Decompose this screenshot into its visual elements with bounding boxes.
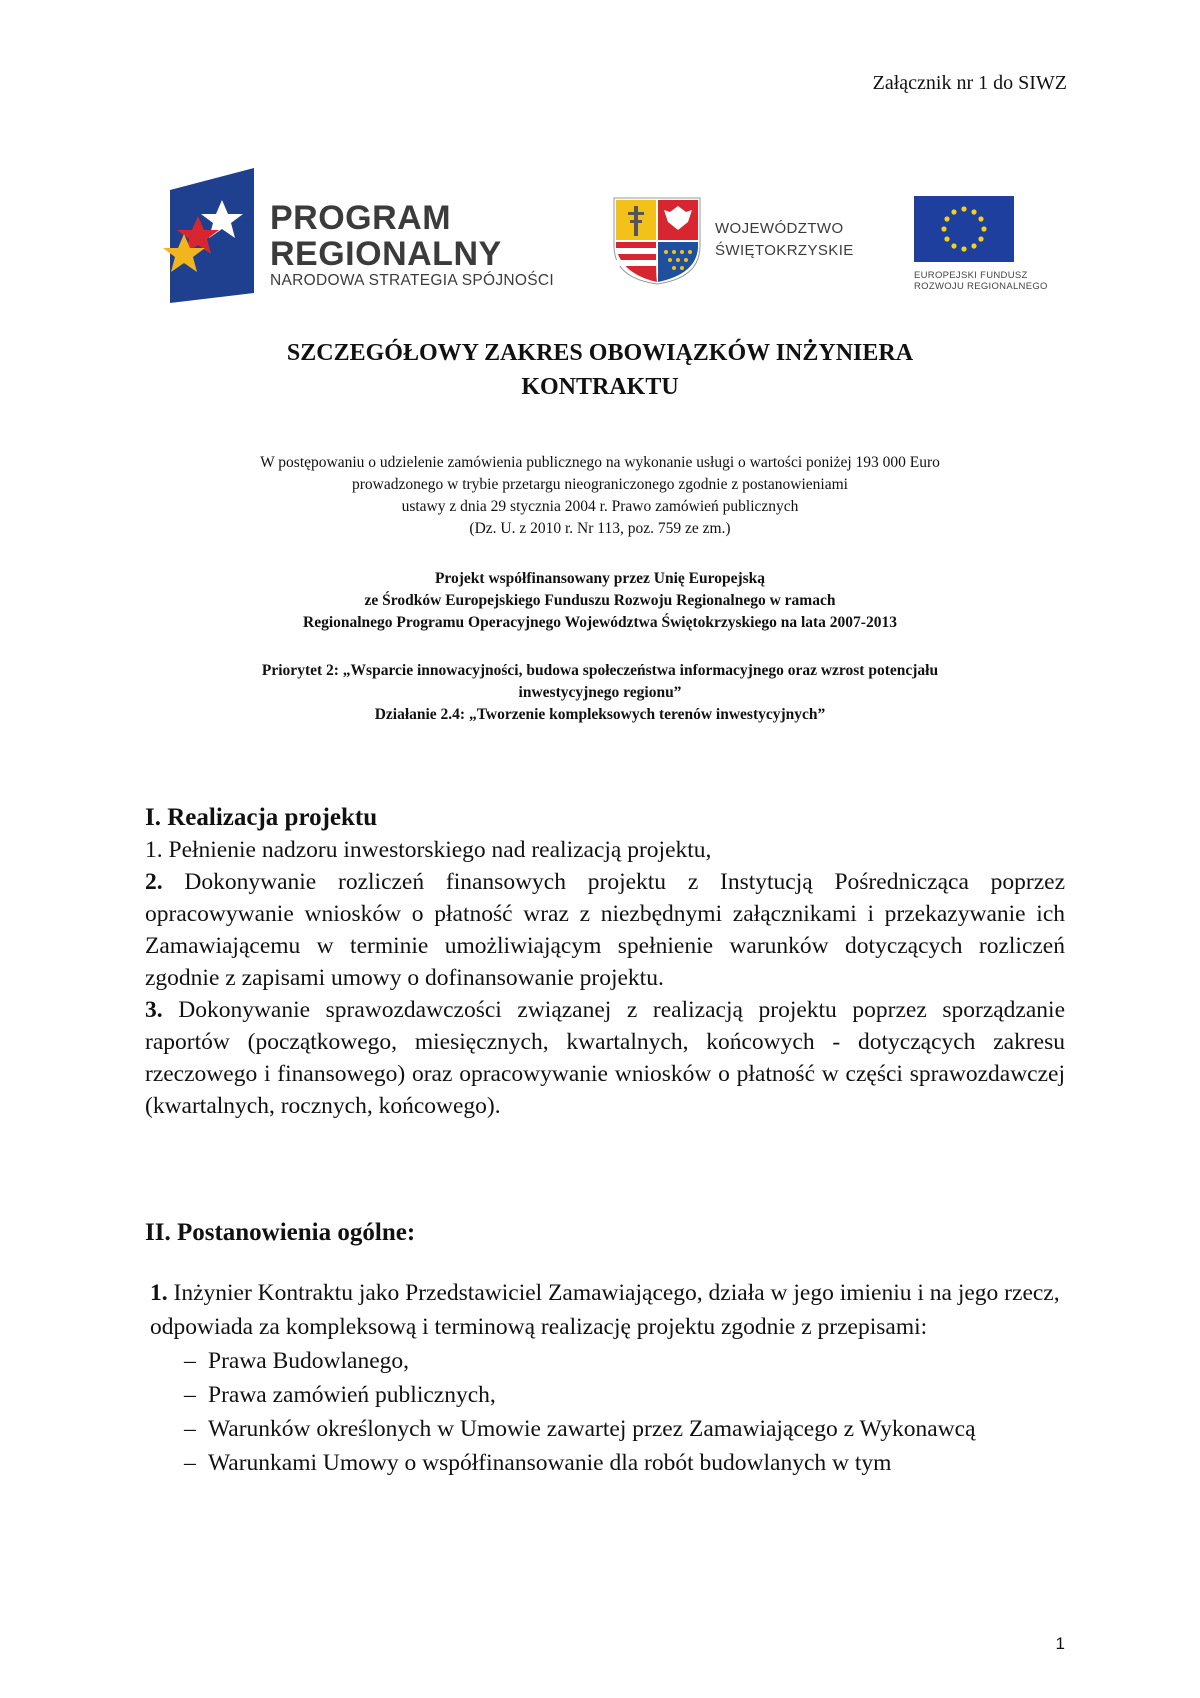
- attachment-label: Załącznik nr 1 do SIWZ: [872, 72, 1067, 94]
- list-item: [184, 1446, 1060, 1480]
- item-text: Pełnienie nadzoru inwestorskiego nad realizacją projektu,: [168, 837, 712, 863]
- document-title: [150, 336, 1050, 404]
- funding-line: ze Środków Europejskiego Funduszu Rozwoju Regionalnego w ramach: [364, 592, 836, 609]
- list-item: [184, 1344, 1060, 1378]
- dash-marker: –: [184, 1450, 196, 1476]
- funding-line: Projekt współfinansowany przez Unię Europejską: [434, 570, 766, 587]
- section-realizacja: [145, 802, 1065, 1122]
- star-flag-icon: [162, 168, 262, 303]
- regionalny-label: REGIONALNY: [270, 235, 502, 273]
- item-number: 1.: [150, 1280, 168, 1306]
- item-text: Dokonywanie sprawozdawczości związanej z realizacją projektu poprzez sporządzanie raportów (początkowego, miesięcznych, kwartalnych, końcowych - dotyczących zakresu rzeczowego i finansowego) oraz opracowywanie wniosków o płatność w części sprawozdawczej (kwartalnych, rocznych, końcowego).: [145, 997, 1065, 1119]
- title-line-2: KONTRAKTU: [521, 374, 679, 400]
- wojewodztwo-label: WOJEWÓDZTWO: [715, 220, 844, 237]
- dash-marker: –: [184, 1382, 196, 1408]
- intro-line: ustawy z dnia 29 stycznia 2004 r. Prawo zamówień publicznych: [401, 498, 799, 515]
- section-1-heading: I. Realizacja projektu: [145, 804, 378, 831]
- program-regionalny-logo: [162, 168, 582, 303]
- list-item-text: Warunkami Umowy o współfinansowanie dla robót budowlanych w tym: [208, 1450, 892, 1476]
- title-line-1: SZCZEGÓŁOWY ZAKRES OBOWIĄZKÓW INŻYNIERA: [286, 340, 914, 366]
- section-2-heading: II. Postanowienia ogólne:: [145, 1219, 416, 1246]
- section-1-item: [145, 866, 1065, 994]
- list-item: [184, 1378, 1060, 1412]
- list-item: [184, 1412, 1060, 1446]
- section-2-item: [150, 1276, 1060, 1344]
- program-label: PROGRAM: [270, 199, 452, 237]
- dash-marker: –: [184, 1348, 196, 1374]
- list-item-text: Prawa Budowlanego,: [208, 1348, 410, 1374]
- funding-line: Regionalnego Programu Operacyjnego Województwa Świętokrzyskiego na lata 2007-2013: [303, 614, 897, 631]
- priority-line: Priorytet 2: „Wsparcie innowacyjności, budowa społeczeństwa informacyjnego oraz wzrost potencjału: [261, 662, 939, 679]
- strategy-label: NARODOWA STRATEGIA SPÓJNOŚCI: [270, 272, 554, 289]
- item-number: 2.: [145, 869, 163, 895]
- swietokrzyskie-label: ŚWIĘTOKRZYSKIE: [715, 242, 854, 259]
- item-number: 3.: [145, 997, 163, 1023]
- intro-line: prowadzonego w trybie przetargu nieograniczonego zgodnie z postanowieniami: [352, 476, 848, 493]
- wojewodztwo-logo: [612, 196, 872, 286]
- section-postanowienia: [150, 1276, 1060, 1480]
- eu-fund-label: EUROPEJSKI FUNDUSZ: [914, 270, 1028, 281]
- funding-statement: [150, 568, 1050, 634]
- dash-marker: –: [184, 1416, 196, 1442]
- intro-line: (Dz. U. z 2010 r. Nr 113, poz. 759 ze zm.): [469, 520, 731, 537]
- eu-logo: [914, 196, 1064, 296]
- section-1-item: [145, 994, 1065, 1122]
- page-number: 1: [1055, 1634, 1065, 1653]
- item-text: Inżynier Kontraktu jako Przedstawiciel Zamawiającego, działa w jego imieniu i na jego rzecz, odpowiada za kompleksową i terminową realizację projektu zgodnie z przepisami:: [150, 1280, 1060, 1340]
- coat-of-arms-icon: [612, 196, 702, 286]
- eu-regional-label: ROZWOJU REGIONALNEGO: [914, 281, 1048, 292]
- procurement-intro: [150, 452, 1050, 540]
- list-item-text: Prawa zamówień publicznych,: [208, 1382, 496, 1408]
- action-line: Działanie 2.4: „Tworzenie kompleksowych terenów inwestycyjnych”: [374, 706, 826, 723]
- list-item-text: Warunków określonych w Umowie zawartej przez Zamawiającego z Wykonawcą: [208, 1416, 976, 1442]
- regulations-list: [150, 1344, 1060, 1480]
- priority-statement: [150, 660, 1050, 726]
- intro-line: W postępowaniu o udzielenie zamówienia publicznego na wykonanie usługi o wartości poniżej 193 000 Euro: [260, 454, 940, 471]
- section-1-item: [145, 834, 1065, 866]
- section-postanowienia-heading-wrap: [145, 1217, 1065, 1249]
- priority-line: inwestycyjnego regionu”: [518, 684, 682, 701]
- item-text: Dokonywanie rozliczeń finansowych projektu z Instytucją Pośrednicząca poprzez opracowywanie wniosków o płatność wraz z niezbędnymi załącznikami i przekazywanie ich Zamawiającemu w terminie umożliwiającym spełnienie warunków dotyczących rozliczeń zgodnie z zapisami umowy o dofinansowanie projektu.: [145, 869, 1066, 991]
- item-number: 1.: [145, 837, 163, 863]
- eu-flag-icon: [914, 196, 1014, 262]
